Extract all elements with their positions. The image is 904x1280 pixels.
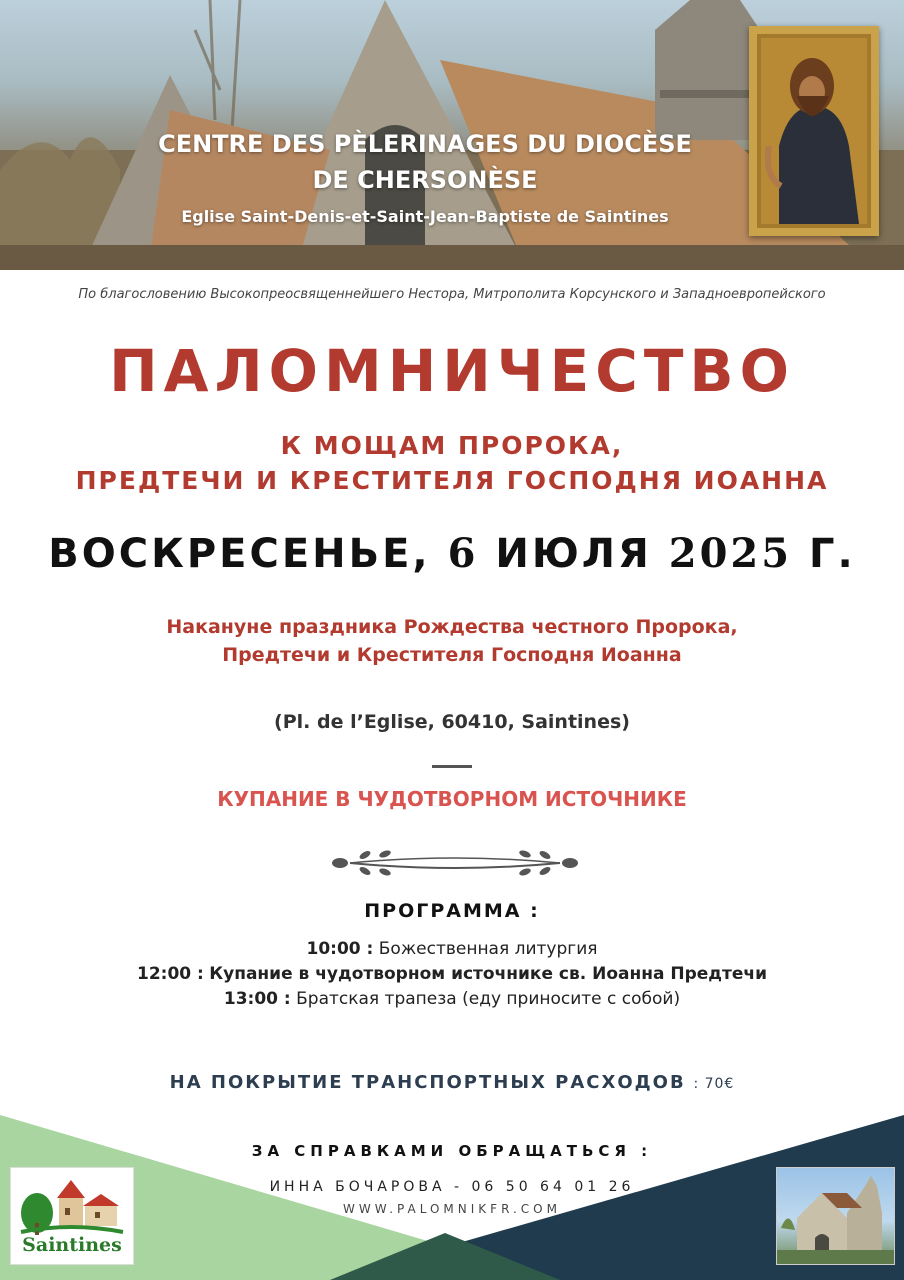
- program-time: 12:00 :: [136, 964, 204, 984]
- saintines-logo: [10, 1167, 134, 1265]
- church-photo: [776, 1167, 895, 1265]
- date-weekday: ВОСКРЕСЕНЬЕ,: [48, 531, 431, 577]
- date-month: ИЮЛЯ: [495, 531, 652, 577]
- logo-text: Saintines: [22, 1234, 122, 1256]
- program-text: Купание в чудотворном источнике св. Иоанна Предтечи: [209, 964, 767, 984]
- small-divider: [432, 765, 472, 768]
- program-item: [0, 964, 904, 984]
- date-suffix: Г.: [809, 531, 856, 577]
- website-link[interactable]: WWW.PALOMNIKFR.COM: [343, 1202, 561, 1216]
- program-text: Божественная литургия: [378, 939, 598, 959]
- transport-label: НА ПОКРЫТИЕ ТРАНСПОРТНЫХ РАСХОДОВ: [169, 1072, 686, 1093]
- ornament-divider-icon: [330, 845, 580, 881]
- page-title: ПАЛОМНИЧЕСТВО: [109, 337, 795, 405]
- transport-price: : 70€: [693, 1076, 735, 1092]
- saint-icon-image: [749, 26, 879, 236]
- date-day: 6: [447, 530, 479, 577]
- eve-line2: Предтечи и Крестителя Господня Иоанна: [222, 644, 682, 666]
- blessing-text: По благословению Высокопреосвященнейшего Нестора, Митрополита Корсунского и Западноевропейского: [78, 287, 826, 302]
- header-title-line1: CENTRE DES PÈLERINAGES DU DIOCÈSE: [158, 130, 692, 158]
- header-photo: [0, 0, 904, 270]
- header-title-line2: DE CHERSONÈSE: [312, 166, 538, 194]
- bathing-heading: КУПАНИЕ В ЧУДОТВОРНОМ ИСТОЧНИКЕ: [217, 787, 687, 811]
- subtitle-line1: К МОЩАМ ПРОРОКА,: [280, 431, 624, 460]
- contact-heading: ЗА СПРАВКАМИ ОБРАЩАТЬСЯ :: [251, 1142, 653, 1160]
- program-text: Братская трапеза (еду приносите с собой): [296, 989, 681, 1009]
- footer-background: [0, 1115, 904, 1280]
- date-year: 2025: [668, 530, 793, 577]
- header-subtitle: Eglise Saint-Denis-et-Saint-Jean-Baptiste de Saintines: [181, 207, 669, 226]
- program-title: ПРОГРАММА :: [364, 900, 540, 922]
- event-date: [0, 530, 904, 577]
- transport-cost: [0, 1072, 904, 1093]
- address-text: (Pl. de l’Eglise, 60410, Saintines): [274, 711, 630, 733]
- eve-line1: Накануне праздника Рождества честного Пророка,: [166, 616, 738, 638]
- program-time: 13:00 :: [223, 989, 291, 1009]
- program-time: 10:00 :: [306, 939, 374, 959]
- contact-name: ИННА БОЧАРОВА - 06 50 64 01 26: [269, 1179, 635, 1195]
- subtitle-line2: ПРЕДТЕЧИ И КРЕСТИТЕЛЯ ГОСПОДНЯ ИОАННА: [75, 466, 829, 495]
- program-item: [0, 939, 904, 959]
- program-item: [0, 989, 904, 1009]
